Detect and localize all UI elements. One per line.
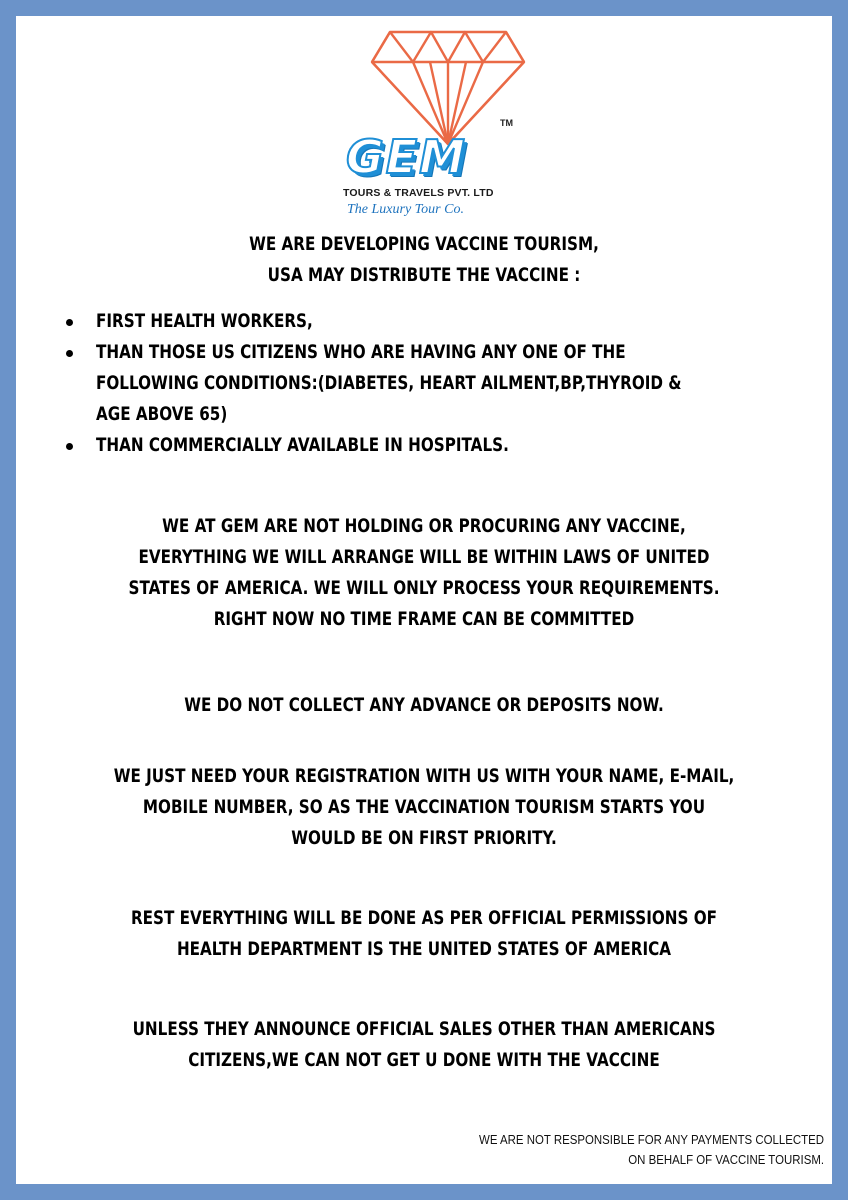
bullet-text: THAN THOSE US CITIZENS WHO ARE HAVING ANY ONE OF THE FOLLOWING CONDITIONS:(DIABETES, HEART AILMENT,BP,THYROID & AGE ABOVE 65) xyxy=(96,341,682,425)
document-page xyxy=(16,16,832,1184)
list-item xyxy=(56,337,816,430)
company-name: TOURS & TRAVELS PVT. LTD xyxy=(343,187,494,199)
bullet-text: THAN COMMERCIALLY AVAILABLE IN HOSPITALS. xyxy=(96,434,509,456)
bullet-list xyxy=(56,306,816,461)
brand-wordmark: GEM xyxy=(346,130,467,184)
list-item xyxy=(56,430,816,461)
no-deposit-paragraph: WE DO NOT COLLECT ANY ADVANCE OR DEPOSITS NOW. xyxy=(184,694,664,716)
permissions-paragraph: REST EVERYTHING WILL BE DONE AS PER OFFICIAL PERMISSIONS OF HEALTH DEPARTMENT IS THE UNITED STATES OF AMERICA xyxy=(130,907,718,960)
sales-paragraph: UNLESS THEY ANNOUNCE OFFICIAL SALES OTHER THAN AMERICANS CITIZENS,WE CAN NOT GET U DONE WITH THE VACCINE xyxy=(132,1018,716,1071)
trademark-label: TM xyxy=(500,118,513,128)
intro-heading: WE ARE DEVELOPING VACCINE TOURISM, USA MAY DISTRIBUTE THE VACCINE : xyxy=(249,233,599,286)
bullet-icon xyxy=(66,443,73,450)
bullet-text: FIRST HEALTH WORKERS, xyxy=(96,310,313,332)
registration-paragraph: WE JUST NEED YOUR REGISTRATION WITH US WITH YOUR NAME, E-MAIL, MOBILE NUMBER, SO AS THE VACCINATION TOURISM STARTS YOU WOULD BE ON FIRST PRIORITY. xyxy=(113,765,735,849)
bullet-icon xyxy=(66,319,73,326)
bullet-icon xyxy=(66,350,73,357)
footer-note: WE ARE NOT RESPONSIBLE FOR ANY PAYMENTS COLLECTED ON BEHALF OF VACCINE TOURISM. xyxy=(479,1132,824,1167)
company-logo xyxy=(16,16,832,236)
company-tagline: The Luxury Tour Co. xyxy=(347,202,464,217)
list-item xyxy=(56,306,816,337)
disclaimer-paragraph: WE AT GEM ARE NOT HOLDING OR PROCURING ANY VACCINE, EVERYTHING WE WILL ARRANGE WILL BE WITHIN LAWS OF UNITED STATES OF AMERICA. WE WILL ONLY PROCESS YOUR REQUIREMENTS. RIGHT NOW NO TIME FRAME CAN BE COMMITTED xyxy=(128,515,720,630)
